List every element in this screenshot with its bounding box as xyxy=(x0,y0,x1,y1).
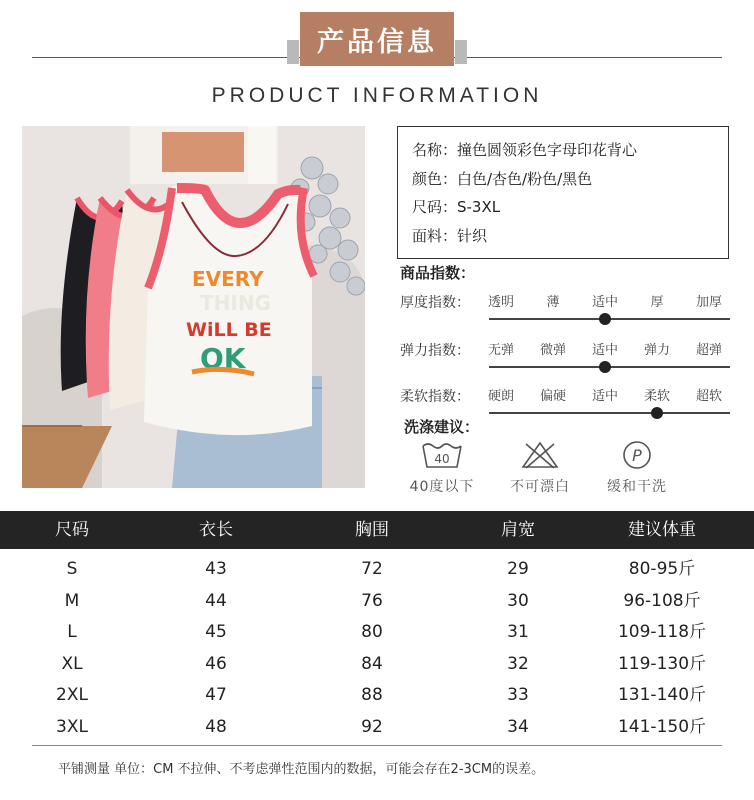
scale-marker xyxy=(599,313,611,325)
scale-option: 微弹 xyxy=(539,343,567,358)
cell-size: XL xyxy=(61,653,83,674)
cell-bust: 80 xyxy=(361,622,383,642)
table-bottom-rule xyxy=(32,745,722,746)
wash-40-icon xyxy=(420,440,464,470)
size-table-header xyxy=(0,511,754,549)
elasticity-scale xyxy=(400,333,730,373)
cell-weight: 141-150斤 xyxy=(617,716,707,737)
scale-option: 薄 xyxy=(546,295,560,310)
section-title: 产品信息 xyxy=(300,12,454,66)
scale-track xyxy=(489,412,730,414)
scale-option: 超弹 xyxy=(695,343,723,358)
measurement-note: 平铺测量 单位：CM 不拉伸、不考虑弹性范围内的数据，可能会存在2-3CM的误差。 xyxy=(58,762,545,777)
table-row xyxy=(0,649,754,681)
col-header-length: 衣长 xyxy=(199,520,233,540)
wash-item xyxy=(495,440,585,496)
scale-marker xyxy=(651,407,663,419)
print-line-2: THING xyxy=(200,291,271,315)
cell-size: S xyxy=(66,559,78,579)
table-row xyxy=(0,586,754,618)
cell-shoulder: 30 xyxy=(507,590,529,611)
table-row xyxy=(0,554,754,586)
col-header-size: 尺码 xyxy=(55,520,89,540)
cell-length: 44 xyxy=(205,590,227,611)
section-subtitle: PRODUCT INFORMATION xyxy=(211,84,543,107)
scale-option: 超软 xyxy=(695,389,723,404)
wash-label: 40度以下 xyxy=(409,479,475,495)
scale-option: 柔软 xyxy=(643,389,671,404)
svg-text:P: P xyxy=(632,446,642,465)
cell-shoulder: 32 xyxy=(507,653,529,674)
col-header-shoulder: 肩宽 xyxy=(501,520,535,540)
print-line-4: OK xyxy=(200,342,246,375)
info-name: 名称：撞色圆领彩色字母印花背心 xyxy=(412,141,638,159)
info-fabric: 面料：针织 xyxy=(412,226,488,245)
cell-size: M xyxy=(64,590,80,611)
svg-text:40: 40 xyxy=(434,452,450,466)
cell-length: 47 xyxy=(205,685,227,705)
col-header-weight: 建议体重 xyxy=(628,520,696,540)
scale-option: 适中 xyxy=(591,295,619,310)
cell-weight: 131-140斤 xyxy=(617,685,707,705)
cell-weight: 80-95斤 xyxy=(628,559,696,579)
table-row xyxy=(0,617,754,649)
thickness-scale xyxy=(400,285,730,325)
scale-option: 无弹 xyxy=(487,343,515,358)
scale-option: 厚 xyxy=(650,295,664,310)
scale-option: 硬朗 xyxy=(487,389,515,404)
header-deco-left xyxy=(287,40,299,64)
wash-label: 缓和干洗 xyxy=(607,479,667,495)
wash-item xyxy=(397,440,487,496)
cell-bust: 76 xyxy=(361,590,383,611)
product-info-box xyxy=(397,126,729,259)
cell-length: 43 xyxy=(205,559,227,579)
cell-shoulder: 29 xyxy=(507,559,529,579)
scale-option: 加厚 xyxy=(695,295,723,310)
scale-option: 透明 xyxy=(487,295,515,310)
cell-shoulder: 34 xyxy=(507,716,529,737)
scale-label: 弹力指数： xyxy=(400,343,470,359)
cell-bust: 88 xyxy=(361,685,383,705)
wash-label: 不可漂白 xyxy=(510,479,570,495)
cell-shoulder: 33 xyxy=(507,685,529,705)
print-line-3: WiLL BE xyxy=(186,319,272,341)
cell-weight: 96-108斤 xyxy=(623,590,701,611)
scale-label: 厚度指数： xyxy=(400,295,470,311)
softness-scale xyxy=(400,379,730,419)
scale-label: 柔软指数： xyxy=(400,389,470,405)
col-header-bust: 胸围 xyxy=(355,520,389,540)
cell-bust: 72 xyxy=(361,559,383,579)
wash-item xyxy=(592,440,682,496)
no-bleach-icon xyxy=(520,440,560,470)
cell-length: 46 xyxy=(205,653,227,674)
wash-title: 洗涤建议： xyxy=(404,418,480,436)
cell-size: 2XL xyxy=(56,685,88,705)
scale-marker xyxy=(599,361,611,373)
cell-shoulder: 31 xyxy=(507,622,529,642)
cell-weight: 109-118斤 xyxy=(617,622,707,642)
scale-option: 适中 xyxy=(591,343,619,358)
header-deco-right xyxy=(455,40,467,64)
scale-option: 弹力 xyxy=(643,343,671,358)
cell-bust: 84 xyxy=(361,653,383,674)
scale-option: 偏硬 xyxy=(539,389,567,404)
cell-bust: 92 xyxy=(361,716,383,737)
cell-size: L xyxy=(67,622,77,642)
cell-size: 3XL xyxy=(56,716,88,737)
scale-option: 适中 xyxy=(591,389,619,404)
dry-clean-icon xyxy=(621,440,653,470)
cell-length: 45 xyxy=(205,622,227,642)
cell-weight: 119-130斤 xyxy=(617,653,707,674)
index-title: 商品指数： xyxy=(400,264,476,282)
cell-length: 48 xyxy=(205,716,227,737)
info-color: 颜色：白色/杏色/粉色/黑色 xyxy=(412,169,593,188)
table-row xyxy=(0,712,754,744)
table-row xyxy=(0,680,754,712)
print-line-1: EVERY xyxy=(192,267,264,291)
product-photo xyxy=(22,126,365,488)
info-size: 尺码：S-3XL xyxy=(412,198,501,216)
